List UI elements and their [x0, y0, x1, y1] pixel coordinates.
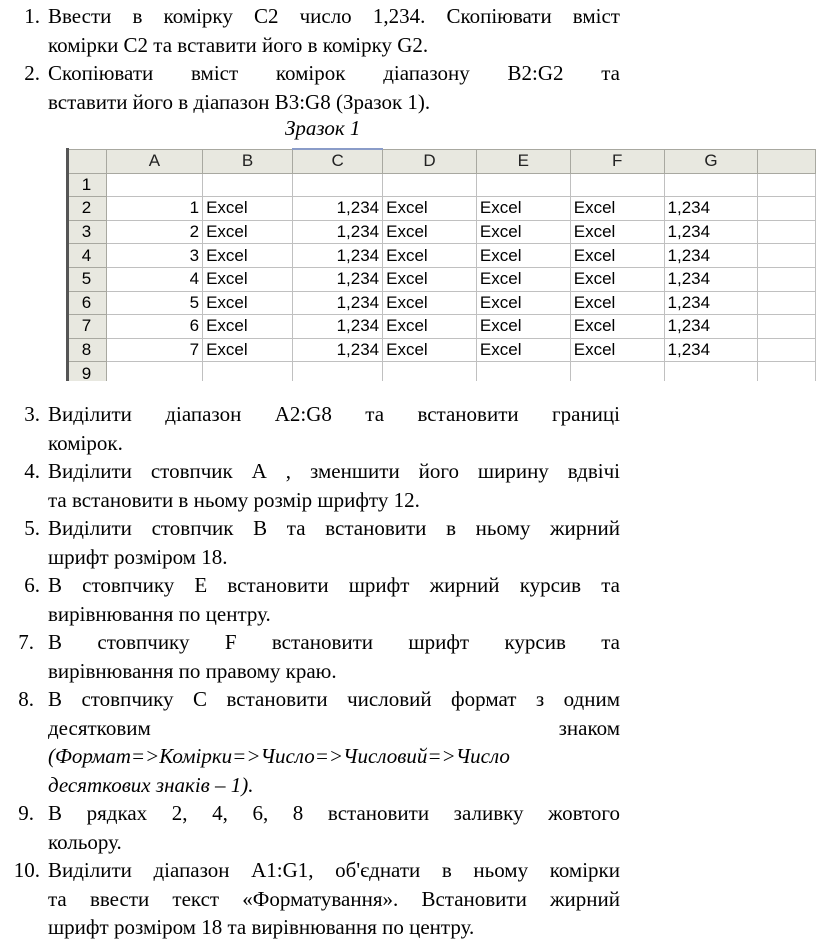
sheet-cell: Excel — [476, 244, 570, 268]
table-row — [67, 338, 816, 362]
item-number: 7. — [18, 630, 34, 654]
item-text: В стовпчику Е встановити шрифт жирний курсив та — [48, 573, 620, 597]
item-text: комірок. — [48, 430, 123, 455]
column-header-c: C — [293, 149, 383, 173]
item-text: вирівнювання по правому краю. — [48, 658, 337, 683]
sheet-cell: 1,234 — [293, 244, 383, 268]
item-text: Ввести в комірку С2 число 1,234. Скопіювати вміст — [48, 4, 620, 28]
sheet-cell — [476, 173, 570, 197]
sheet-cell: Excel — [203, 291, 293, 315]
sheet-cell: 5 — [106, 291, 202, 315]
column-header-extra — [758, 149, 816, 173]
sheet-cell: Excel — [203, 338, 293, 362]
sheet-cell: Excel — [383, 338, 477, 362]
sheet-cell-extra — [758, 173, 816, 197]
sheet-cell: Excel — [476, 267, 570, 291]
sheet-cell — [106, 173, 202, 197]
sheet-cell — [383, 173, 477, 197]
row-header: 2 — [67, 197, 107, 221]
item-number: 10. — [13, 858, 40, 882]
sheet-cell: Excel — [383, 244, 477, 268]
table-row — [67, 173, 816, 197]
sheet-cell: Excel — [203, 197, 293, 221]
item-text: шрифт розміром 18 та вирівнювання по центру. — [48, 915, 475, 939]
item-number: 5. — [24, 516, 40, 540]
item-text: комірки С2 та вставити його в комірку G2. — [48, 32, 429, 57]
sheet-cell: 1,234 — [293, 338, 383, 362]
corner-cell — [67, 149, 107, 173]
sheet-cell: 1,234 — [293, 197, 383, 221]
item-text: та ввести текст «Форматування». Встановити жирний — [48, 886, 620, 911]
table-row — [67, 291, 816, 315]
item-text: Виділити діапазон А2:G8 та встановити границі — [48, 402, 620, 426]
sheet-cell: Excel — [383, 267, 477, 291]
item-text: В стовпчику F встановити шрифт курсив та — [48, 630, 620, 654]
item-text: десятковим знаком — [48, 715, 620, 740]
item-text: Виділити стовпчик А , зменшити його ширину вдвічі — [48, 459, 620, 483]
sheet-cell — [664, 173, 758, 197]
sheet-cell: 2 — [106, 220, 202, 244]
item-text: Скопіювати вміст комірок діапазону В2:G2 та — [48, 61, 620, 85]
sheet-cell — [203, 362, 293, 381]
sheet-cell: 1 — [106, 197, 202, 221]
sheet-cell: Excel — [570, 291, 664, 315]
sheet-cell — [664, 362, 758, 381]
sheet-cell: 1,234 — [664, 220, 758, 244]
sheet-cell: Excel — [570, 244, 664, 268]
sheet-cell: Excel — [570, 197, 664, 221]
table-row — [67, 362, 816, 381]
sheet-cell: 1,234 — [664, 197, 758, 221]
sheet-cell — [203, 173, 293, 197]
item-text: В рядках 2, 4, 6, 8 встановити заливку жовтого — [48, 801, 620, 825]
row-header: 6 — [67, 291, 107, 315]
item-text: Виділити стовпчик В та встановити в ньому жирний — [48, 516, 620, 540]
sheet-cell: Excel — [203, 244, 293, 268]
item-text: вирівнювання по центру. — [48, 601, 271, 626]
sheet-cell: 1,234 — [664, 338, 758, 362]
row-header: 3 — [67, 220, 107, 244]
table-row — [67, 244, 816, 268]
item-text: шрифт розміром 18. — [48, 544, 228, 569]
sheet-cell — [570, 362, 664, 381]
sheet-cell: Excel — [203, 220, 293, 244]
sheet-cell-extra — [758, 220, 816, 244]
sheet-cell: Excel — [570, 267, 664, 291]
sheet-cell: 1,234 — [664, 267, 758, 291]
sheet-cell-extra — [758, 291, 816, 315]
sheet-cell: Excel — [476, 197, 570, 221]
sheet-cell: 1,234 — [293, 315, 383, 339]
figure-caption: Зразок 1 — [285, 116, 361, 140]
sheet-cell — [476, 362, 570, 381]
item-number: 1. — [24, 4, 40, 28]
column-header-a: A — [106, 149, 202, 173]
sheet-cell: Excel — [476, 338, 570, 362]
sheet-cell-extra — [758, 362, 816, 381]
sheet-cell: Excel — [383, 220, 477, 244]
column-header-f: F — [570, 149, 664, 173]
sheet-cell: Excel — [203, 315, 293, 339]
sheet-cell: Excel — [476, 315, 570, 339]
item-number: 4. — [24, 459, 40, 483]
item-text: (Формат=>Комірки=>Число=>Числовий=>Число — [48, 744, 510, 768]
column-header-b: B — [203, 149, 293, 173]
item-number: 9. — [18, 801, 34, 825]
table-row — [67, 267, 816, 291]
sheet-cell-extra — [758, 315, 816, 339]
sheet-cell — [106, 362, 202, 381]
sheet-cell: 4 — [106, 267, 202, 291]
sheet-cell: Excel — [476, 291, 570, 315]
item-text: Виділити діапазон А1:G1, об'єднати в ньому комірки — [48, 858, 620, 882]
sheet-cell: 3 — [106, 244, 202, 268]
sheet-cell-extra — [758, 338, 816, 362]
spreadsheet-grid — [66, 148, 816, 381]
sheet-cell: 1,234 — [664, 291, 758, 315]
table-row — [67, 197, 816, 221]
sheet-cell: 1,234 — [293, 291, 383, 315]
sheet-cell: 1,234 — [664, 315, 758, 339]
item-number: 8. — [18, 687, 34, 711]
sheet-cell: Excel — [476, 220, 570, 244]
item-text: та встановити в ньому розмір шрифту 12. — [48, 487, 420, 512]
sheet-cell: Excel — [203, 267, 293, 291]
column-header-g: G — [664, 149, 758, 173]
item-text: В стовпчику С встановити числовий формат з одним — [48, 687, 620, 711]
spreadsheet-sample — [66, 148, 816, 381]
table-row — [67, 220, 816, 244]
sheet-cell: 1,234 — [664, 244, 758, 268]
row-header: 9 — [67, 362, 107, 381]
sheet-cell: Excel — [570, 338, 664, 362]
item-text: вставити його в діапазон В3:G8 (Зразок 1). — [48, 89, 431, 114]
sheet-cell-extra — [758, 197, 816, 221]
sheet-cell: 7 — [106, 338, 202, 362]
table-row — [67, 315, 816, 339]
sheet-cell: 6 — [106, 315, 202, 339]
sheet-cell-extra — [758, 267, 816, 291]
sheet-cell — [293, 362, 383, 381]
sheet-cell: Excel — [570, 315, 664, 339]
item-text: десяткових знаків – 1). — [48, 772, 254, 797]
item-number: 2. — [24, 61, 40, 85]
sheet-cell — [293, 173, 383, 197]
column-header-d: D — [383, 149, 477, 173]
sheet-frame-edge — [66, 148, 69, 381]
row-header: 1 — [67, 173, 107, 197]
sheet-cell: Excel — [570, 220, 664, 244]
row-header: 5 — [67, 267, 107, 291]
sheet-cell-extra — [758, 244, 816, 268]
item-text: кольору. — [48, 829, 122, 854]
item-number: 3. — [24, 402, 40, 426]
row-header: 4 — [67, 244, 107, 268]
sheet-cell: Excel — [383, 291, 477, 315]
sheet-cell: 1,234 — [293, 220, 383, 244]
item-number: 6. — [24, 573, 40, 597]
column-header-e: E — [476, 149, 570, 173]
row-header: 7 — [67, 315, 107, 339]
sheet-cell: Excel — [383, 197, 477, 221]
sheet-cell: 1,234 — [293, 267, 383, 291]
sheet-cell — [570, 173, 664, 197]
sheet-cell — [383, 362, 477, 381]
sheet-cell: Excel — [383, 315, 477, 339]
row-header: 8 — [67, 338, 107, 362]
